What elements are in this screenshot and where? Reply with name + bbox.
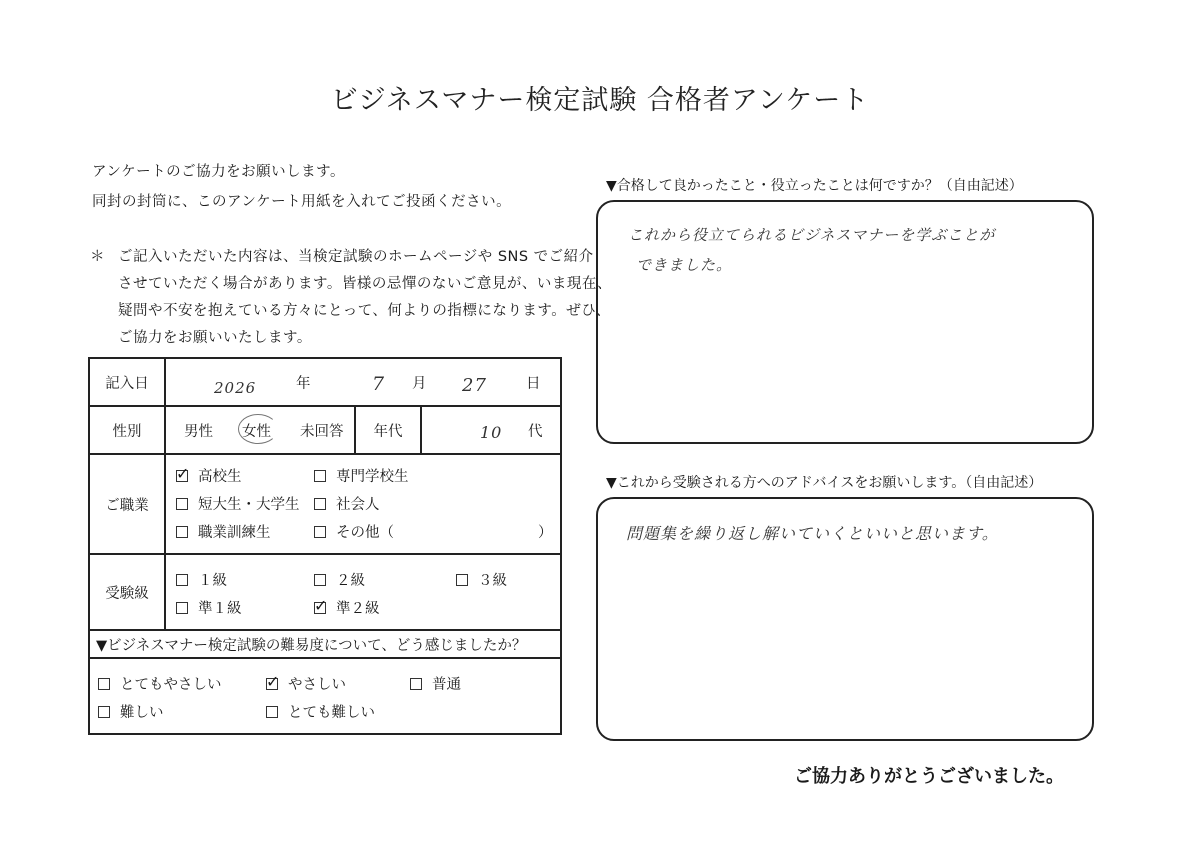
- note-line-2: させていただく場合があります。皆様の忌憚のないご意見が、いま現在、: [118, 276, 612, 292]
- age-field[interactable]: [421, 406, 561, 454]
- selection-circle-mark: [238, 414, 278, 444]
- month-value: 7: [372, 373, 386, 395]
- checkbox-checked-icon[interactable]: [314, 602, 326, 614]
- q1-answer-line-1: これから役立てられるビジネスマナーを学ぶことが: [628, 226, 996, 244]
- grade-2[interactable]: ２級: [314, 569, 365, 590]
- gender-option-female[interactable]: 女性: [242, 424, 271, 440]
- date-field[interactable]: [165, 358, 561, 406]
- year-value: 2026: [214, 379, 257, 397]
- page-title: ビジネスマナー検定試験 合格者アンケート: [330, 85, 870, 116]
- difficulty-easy[interactable]: ✓ やさしい: [266, 673, 346, 694]
- occupation-options: [165, 454, 561, 554]
- checkbox-icon[interactable]: [98, 706, 110, 718]
- checkbox-icon[interactable]: [410, 678, 422, 690]
- q1-answer-box[interactable]: [596, 200, 1094, 444]
- grade-pre-1[interactable]: 準１級: [176, 597, 242, 618]
- occupation-university[interactable]: 短大生・大学生: [176, 493, 300, 514]
- note-mark: ＊: [90, 249, 105, 265]
- checkbox-icon[interactable]: [176, 602, 188, 614]
- grade-1[interactable]: １級: [176, 569, 227, 590]
- gender-option-no-answer[interactable]: 未回答: [300, 424, 344, 440]
- day-value: 27: [462, 375, 487, 396]
- checkbox-icon[interactable]: [176, 574, 188, 586]
- occupation-label: ご職業: [89, 454, 165, 554]
- grade-label: 受験級: [89, 554, 165, 630]
- note-line-1: ご記入いただいた内容は、当検定試験のホームページや SNS でご紹介: [118, 249, 594, 265]
- month-unit: 月: [412, 376, 427, 392]
- difficulty-normal[interactable]: 普通: [410, 673, 461, 694]
- q2-answer-box[interactable]: [596, 497, 1094, 741]
- gender-option-male[interactable]: 男性: [184, 424, 213, 440]
- date-label: 記入日: [89, 358, 165, 406]
- checkbox-icon[interactable]: [456, 574, 468, 586]
- checkbox-icon[interactable]: [176, 498, 188, 510]
- q1-title: ▼合格して良かったこと・役立ったことは何ですか？（自由記述）: [606, 178, 1023, 194]
- difficulty-hard[interactable]: 難しい: [98, 701, 164, 722]
- note-line-4: ご協力をお願いいたします。: [118, 330, 312, 346]
- survey-form-table: [88, 357, 562, 735]
- difficulty-very-hard[interactable]: とても難しい: [266, 701, 375, 722]
- footer-thanks: ご協力ありがとうございました。: [794, 766, 1064, 787]
- checkbox-icon[interactable]: [314, 574, 326, 586]
- occupation-training[interactable]: 職業訓練生: [176, 521, 271, 542]
- difficulty-very-easy[interactable]: とてもやさしい: [98, 673, 222, 694]
- grade-pre-2[interactable]: ✓ 準２級: [314, 597, 380, 618]
- q2-title: ▼これから受験される方へのアドバイスをお願いします。（自由記述）: [606, 475, 1043, 491]
- grade-3[interactable]: ３級: [456, 569, 507, 590]
- intro-line-1: アンケートのご協力をお願いします。: [92, 164, 345, 180]
- occupation-vocational[interactable]: 専門学校生: [314, 465, 409, 486]
- checkbox-checked-icon[interactable]: [266, 678, 278, 690]
- checkbox-icon[interactable]: [98, 678, 110, 690]
- intro-line-2: 同封の封筒に、このアンケート用紙を入れてご投函ください。: [92, 194, 512, 210]
- year-unit: 年: [296, 376, 311, 392]
- difficulty-options: [89, 658, 561, 734]
- grade-options: [165, 554, 561, 630]
- age-label: 年代: [355, 406, 421, 454]
- checkbox-icon[interactable]: [314, 498, 326, 510]
- occupation-working[interactable]: 社会人: [314, 493, 380, 514]
- checkbox-icon[interactable]: [314, 526, 326, 538]
- checkbox-icon[interactable]: [176, 526, 188, 538]
- checkbox-icon[interactable]: [266, 706, 278, 718]
- occupation-other[interactable]: その他（: [314, 521, 394, 542]
- occupation-high-school[interactable]: ✓高校生: [176, 465, 242, 486]
- age-value: 10: [480, 423, 503, 442]
- checkbox-checked-icon[interactable]: [176, 470, 188, 482]
- difficulty-question: ▼ビジネスマナー検定試験の難易度について、どう感じましたか？: [89, 630, 561, 658]
- checkbox-icon[interactable]: [314, 470, 326, 482]
- q1-answer-line-2: できました。: [636, 256, 733, 274]
- day-unit: 日: [526, 376, 541, 392]
- occupation-other-close: ）: [538, 525, 553, 541]
- note-line-3: 疑問や不安を抱えている方々にとって、何よりの指標になります。ぜひ、: [118, 303, 611, 319]
- q2-answer: 問題集を繰り返し解いていくといいと思います。: [626, 524, 999, 543]
- gender-options[interactable]: [165, 406, 355, 454]
- age-unit: 代: [528, 424, 543, 440]
- gender-label: 性別: [89, 406, 165, 454]
